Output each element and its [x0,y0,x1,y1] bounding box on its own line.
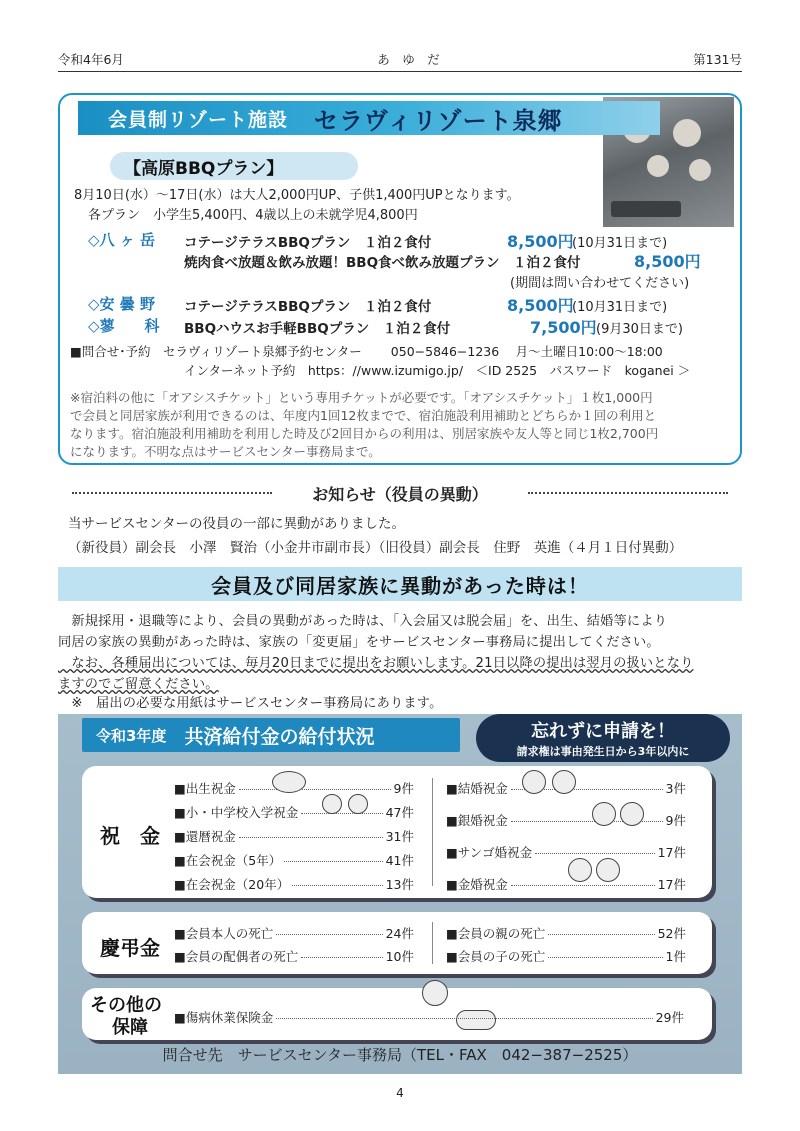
reservation-contact: ■問合せ･予約 セラヴィリゾート泉郷予約センター 050−5846−1236 月～土曜日10:00～18:00 [70,344,663,359]
list-item: ■在会祝金（5年） 41件 [174,853,414,868]
couple-illustration [620,802,644,826]
plan-yatsugatake-2: 焼肉食べ放題＆飲み放題！BBQ食べ飲み放題プラン １泊２食付 [184,255,581,271]
notice-line-1: 当サービスセンターの役員の一部に異動がありました。 [68,516,405,532]
note-azumino: (10月31日まで) [572,300,668,315]
note-yatsugatake-2: (期間は問い合わせてください) [510,276,690,291]
change-paragraph-5: ※ 届出の必要な用紙はサービスセンター事務局にあります。 [58,696,443,711]
resort-section [58,93,742,465]
change-paragraph-2: 同居の家族の異動があった時は、家族の「変更届」をサービスセンター事務局に提出してください。 [58,635,660,650]
benefits-title: 共済給付金の給付状況 [184,725,375,748]
change-paragraph-4: ますのでご留意ください。 [58,677,219,692]
change-paragraph-1: 新規採用・退職等により、会員の異動があった時は、「入会届又は脱会届」を、出生、結婚等により [58,614,668,629]
benefits-section [58,714,742,1074]
resort-banner [78,101,660,135]
list-item: ■銀婚祝金 9件 [446,813,686,828]
bride-illustration [522,770,546,794]
price-yatsugatake-2: 8,500円 [634,252,701,271]
list-item: ■会員の子の死亡 1件 [446,949,686,964]
resort-banner-label: 会員制リゾート施設 [108,108,289,131]
ticket-note-4: になります。不明な点はサービスセンター事務局まで。 [70,444,381,459]
price-tateshina: 7,500円 [530,318,597,337]
list-item: ■出生祝金 9件 [174,781,414,796]
reminder-main: 忘れずに申請を！ [531,721,675,742]
celebration-label: 祝 金 [100,824,160,848]
place-yatsugatake: ◇八 ヶ 岳 [88,231,155,249]
elderly-couple-illustration [596,858,620,882]
note-yatsugatake-1: (10月31日まで) [572,236,668,251]
list-item: ■在会祝金（20年） 13件 [174,877,414,892]
place-azumino: ◇安 曇 野 [88,295,155,313]
condolence-card [82,912,712,974]
price-azumino: 8,500円 [507,296,574,315]
header-date: 令和4年6月 [58,52,124,67]
elderly-couple-illustration [568,858,592,882]
plan-tateshina: BBQハウスお手軽BBQプラン １泊２食付 [184,321,451,337]
baby-illustration [272,771,306,793]
note-tateshina: (9月30日まで) [596,322,683,337]
list-item: ■金婚祝金 17件 [446,877,686,892]
list-item: ■サンゴ婚祝金 17件 [446,845,686,860]
card-divider [432,922,433,964]
child-illustration [348,794,368,814]
ticket-note-3: なります。宿泊施設利用補助を利用した時及び2回目からの利用は、別居家族や友人等と同じ1枚2,700円 [70,426,659,441]
list-item: ■傷病休業保険金 29件 [174,1010,684,1025]
nurse-illustration [422,980,448,1006]
notice-title: お知らせ（役員の異動） [312,485,488,504]
plan-yatsugatake-1: コテージテラスBBQプラン １泊２食付 [184,235,432,251]
list-item: ■会員の配偶者の死亡 10件 [174,949,414,964]
card-divider [432,778,433,886]
change-paragraph-3: なお、各種届出については、毎月20日までに提出をお願いします。21日以降の提出は翌月の扱いとなり [58,656,694,671]
benefits-contact: 問合せ先 サービスセンター事務局（TEL・FAX 042−387−2525） [162,1046,638,1064]
place-tateshina: ◇蓼 科 [88,317,160,335]
plan-azumino: コテージテラスBBQプラン １泊２食付 [184,299,432,315]
ticket-note-1: ※宿泊料の他に「オアシスチケット」という専用チケットが必要です。「オアシスチケット」１枚1,000円 [70,390,653,405]
list-item: ■小・中学校入学祝金 47件 [174,805,414,820]
child-illustration [322,794,342,814]
list-item: ■会員の親の死亡 52件 [446,926,686,941]
condolence-label: 慶弔金 [100,936,160,960]
plan-title: 【高原BBQプラン】 [110,152,358,180]
groom-illustration [552,770,576,794]
reminder-sub: 請求権は事由発生日から3年以内に [516,745,690,758]
change-banner: 会員及び同居家族に異動があった時は！ [58,567,742,601]
child-price-text: 各プラン 小学生5,400円、4歳以上の未就学児4,800円 [88,208,418,223]
surcharge-text: 8月10日(水）～17日(水）は大人2,000円UP、子供1,400円UPとなります。 [74,188,520,203]
ticket-note-2: で会員と同居家族が利用できるのは、年度内1回12枚までで、宿泊施設利用補助とどちらか１回の利用と [70,408,657,423]
benefits-title-bar [82,718,460,752]
reminder-oval [476,714,730,762]
reservation-internet: インターネット予約 https：//www.izumigo.jp/ ＜ID 2525 パスワード koganei ＞ [184,363,691,378]
page-number: 4 [396,1086,404,1100]
celebration-card [82,766,712,898]
header-issue-number: 第131号 [693,52,742,67]
other-label-1: その他の [90,995,162,1016]
list-item: ■会員本人の死亡 24件 [174,926,414,941]
price-yatsugatake-1: 8,500円 [507,232,574,251]
resort-banner-name: セラヴィリゾート泉郷 [314,106,563,135]
other-label-2: 保障 [112,1017,148,1038]
other-card [82,988,712,1040]
notice-line-2: （新役員）副会長 小澤 賢治（小金井市副市長）（旧役員）副会長 住野 英進（４月１日付異動） [68,540,683,556]
couple-illustration [592,802,616,826]
list-item: ■還暦祝金 31件 [174,829,414,844]
header-newsletter-title: あ ゆ だ [377,52,440,67]
list-item: ■結婚祝金 3件 [446,781,686,796]
page-header [58,50,742,72]
benefits-year: 令和3年度 [96,726,167,745]
